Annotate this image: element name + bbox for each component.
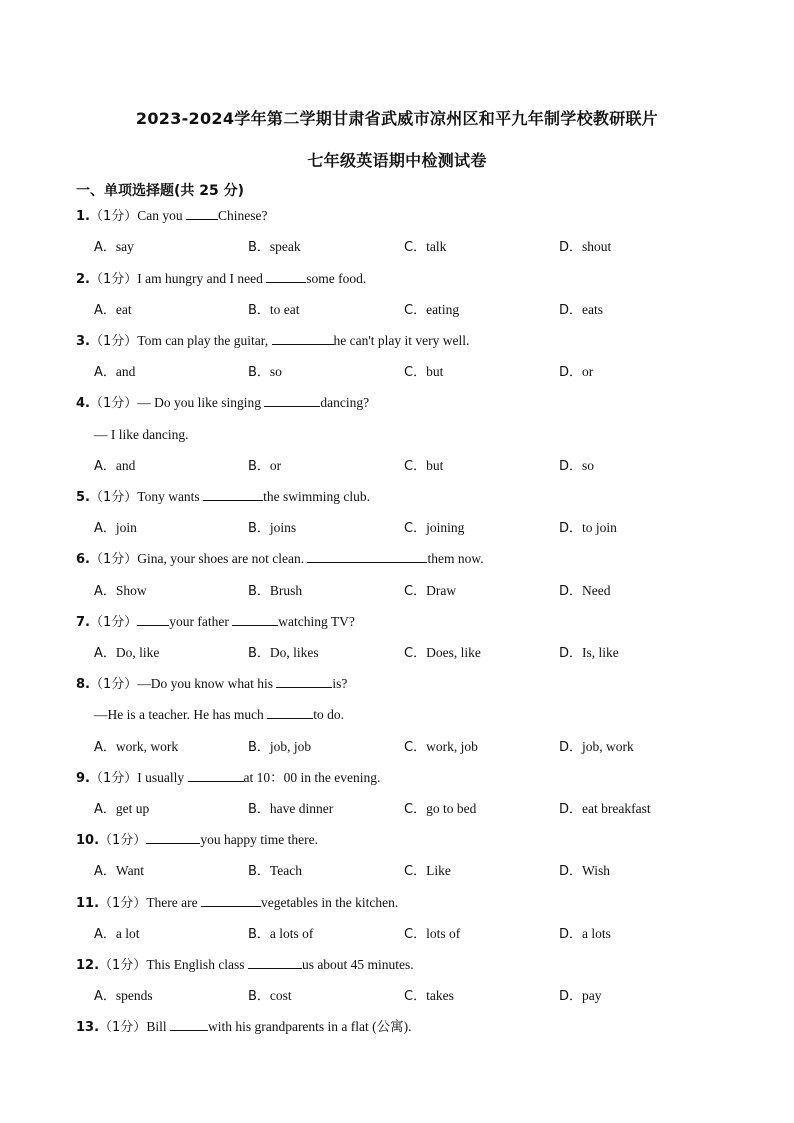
option-d[interactable]: D．shout [559,239,612,255]
question-continuation: — I like dancing. [94,427,189,442]
question-score: （1分） [89,272,138,287]
options-row [94,362,734,382]
answer-blank[interactable] [307,549,427,563]
question-number: 4. [76,396,90,411]
option-c[interactable]: C．talk [404,239,447,255]
question-1 [76,206,736,227]
options-row [94,799,734,819]
question-number: 3. [76,334,90,349]
question-text: you happy time there. [200,832,319,847]
option-a[interactable]: A．and [94,458,136,474]
option-b[interactable]: B．speak [248,239,301,255]
question-score: （1分） [99,833,147,848]
options-row [94,456,734,476]
option-c[interactable]: C．but [404,364,444,380]
option-a[interactable]: A．get up [94,801,150,817]
question-number: 8. [76,677,90,692]
option-a[interactable]: A．a lot [94,926,140,942]
question-text: watching TV? [278,614,355,629]
answer-blank[interactable] [188,768,244,782]
question-text: Tony wants [137,489,204,504]
exam-title-line1: 2023-2024学年第二学期甘肃省武威市凉州区和平九年制学校教研联片 [135,109,659,128]
option-d[interactable]: D．eat breakfast [559,801,651,817]
question-score: （1分） [89,771,138,786]
options-row [94,861,734,881]
option-c[interactable]: C．Like [404,863,451,879]
option-a[interactable]: A．Want [94,863,145,879]
answer-blank[interactable] [170,1017,208,1031]
answer-blank[interactable] [272,331,334,345]
question-text: is? [332,676,348,691]
question-number: 10. [76,833,100,848]
question-text: Gina, your shoes are not clean. [137,551,308,566]
question-text: with his grandparents in a flat (公寓). [207,1019,412,1034]
option-a[interactable]: A．eat [94,302,132,318]
question-text: Can you [137,208,187,223]
question-text: —Do you know what his [137,676,277,691]
question-score: （1分） [99,896,147,911]
question-8 [76,674,736,695]
question-text: us about 45 minutes. [301,957,414,972]
option-c[interactable]: C．Draw [404,583,457,599]
option-a[interactable]: A．Do, like [94,645,160,661]
question-score: （1分） [89,677,138,692]
option-c[interactable]: C．lots of [404,926,461,942]
option-c[interactable]: C．but [404,458,444,474]
option-d[interactable]: D．to join [559,520,617,536]
option-a[interactable]: A．Show [94,583,147,599]
options-row [94,643,734,663]
answer-blank[interactable] [203,487,263,501]
question-text: I am hungry and I need [137,271,267,286]
question-score: （1分） [89,209,138,224]
options-row [94,924,734,944]
question-text: vegetables in the kitchen. [261,895,399,910]
question-9 [76,768,736,789]
option-c[interactable]: C．eating [404,302,460,318]
answer-blank[interactable] [201,893,261,907]
question-score: （1分） [89,490,138,505]
option-d[interactable]: D．Wish [559,863,610,879]
option-d[interactable]: D．Need [559,583,611,599]
options-row [94,986,734,1006]
question-text: them now. [427,551,484,566]
question-number: 2. [76,272,90,287]
answer-blank[interactable] [267,705,313,719]
option-d[interactable]: D．Is, like [559,645,619,661]
question-3 [76,331,736,352]
question-text: Chinese? [218,208,268,223]
question-5 [76,487,736,508]
question-text: he can't play it very well. [333,333,470,348]
question-text: some food. [306,271,367,286]
option-d[interactable]: D．job, work [559,739,634,755]
exam-title-line2: 七年级英语期中检测试卷 [307,151,487,170]
answer-blank[interactable] [232,612,278,626]
question-10 [76,830,736,851]
answer-blank[interactable] [186,206,218,220]
answer-blank[interactable] [264,393,320,407]
options-row [94,237,734,257]
question-13 [76,1017,736,1038]
question-number: 11. [76,896,100,911]
options-row [94,300,734,320]
option-b[interactable]: B．or [248,458,282,474]
option-a[interactable]: A．say [94,239,134,255]
option-b[interactable]: B．job, job [248,739,312,755]
question-11 [76,893,736,914]
question-score: （1分） [89,552,138,567]
question-score: （1分） [89,334,138,349]
option-c[interactable]: C．takes [404,988,454,1004]
option-d[interactable]: D．so [559,458,595,474]
option-a[interactable]: A．join [94,520,137,536]
option-b[interactable]: B．cost [248,988,292,1004]
answer-blank[interactable] [266,269,306,283]
question-number: 12. [76,958,100,973]
answer-blank[interactable] [276,674,332,688]
question-text: There are [146,895,202,910]
section-heading: 一、单项选择题(共 25 分) [76,183,245,199]
option-a[interactable]: A．spends [94,988,153,1004]
answer-blank[interactable] [137,612,169,626]
option-c[interactable]: C．joining [404,520,465,536]
option-a[interactable]: A．work, work [94,739,179,755]
question-text: dancing? [320,395,370,410]
question-text: Tom can play the guitar, [137,333,272,348]
question-score: （1分） [89,396,138,411]
options-row [94,518,734,538]
answer-blank[interactable] [146,830,200,844]
question-2 [76,269,736,290]
options-row [94,581,734,601]
question-score: （1分） [99,958,147,973]
question-6 [76,549,736,570]
question-score: （1分） [99,1020,147,1035]
question-number: 7. [76,615,90,630]
question-text: at 10：00 in the evening. [243,770,381,785]
question-text: This English class [146,957,248,972]
option-b[interactable]: B．have dinner [248,801,334,817]
option-b[interactable]: B．Brush [248,583,303,599]
question-text: Bill [146,1019,170,1034]
question-text: your father [169,614,233,629]
option-b[interactable]: B．Do, likes [248,645,319,661]
option-d[interactable]: D．pay [559,988,602,1004]
question-4 [76,393,736,414]
option-b[interactable]: B．joins [248,520,297,536]
question-number: 1. [76,209,90,224]
option-b[interactable]: B．a lots of [248,926,314,942]
option-c[interactable]: C．Does, like [404,645,481,661]
option-b[interactable]: B．Teach [248,863,302,879]
answer-blank[interactable] [248,955,302,969]
question-continuation: —He is a teacher. He has much to do. [94,707,344,722]
question-number: 9. [76,771,90,786]
question-number: 5. [76,490,90,505]
question-12 [76,955,736,976]
option-a[interactable]: A．and [94,364,136,380]
option-b[interactable]: B．so [248,364,282,380]
question-number: 13. [76,1020,100,1035]
question-text: I usually [137,770,188,785]
option-c[interactable]: C．work, job [404,739,478,755]
question-7 [76,612,736,633]
option-b[interactable]: B．to eat [248,302,300,318]
question-score: （1分） [89,615,138,630]
option-c[interactable]: C．go to bed [404,801,477,817]
question-number: 6. [76,552,90,567]
option-d[interactable]: D．eats [559,302,604,318]
option-d[interactable]: D．a lots [559,926,611,942]
options-row [94,737,734,757]
option-d[interactable]: D．or [559,364,594,380]
question-text: the swimming club. [263,489,370,504]
question-text: — Do you like singing [137,395,265,410]
